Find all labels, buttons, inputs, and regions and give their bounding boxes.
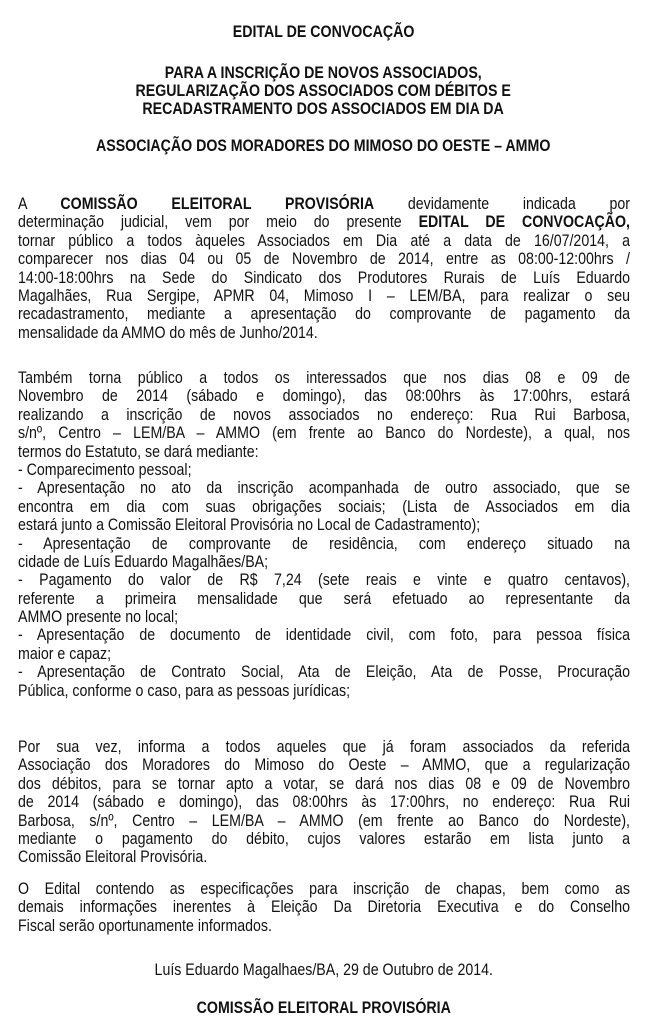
association-name bbox=[0, 137, 647, 155]
text: 14:00-18:00hrs na Sede do Sindicato dos Produtores Rurais de Luís Eduardo bbox=[18, 268, 630, 287]
text: referente a primeira mensalidade que será efetuado ao representante da bbox=[18, 589, 630, 608]
document-title bbox=[0, 23, 647, 41]
paragraph-line bbox=[18, 898, 630, 916]
text: devidamente indicada por bbox=[407, 195, 630, 213]
text: - Apresentação de Contrato Social, Ata de Eleição, Ata de Posse, Procuração bbox=[18, 663, 630, 682]
text: Novembro de 2014 (sábado e domingo), das 08:00hrs às 17:00hrs, estará bbox=[18, 387, 630, 406]
text: encontra em dia com suas obrigações sociais; (Lista de Associados em dia bbox=[18, 497, 630, 516]
bold-edital-name: EDITAL DE CONVOCAÇÃO, bbox=[418, 213, 631, 232]
subtitle-line-2 bbox=[0, 82, 647, 100]
bold-commission-name: COMISSÃO ELEITORAL PROVISÓRIA bbox=[60, 195, 375, 213]
text: mensalidade da AMMO do mês de Junho/2014. bbox=[18, 323, 318, 342]
paragraph-line bbox=[18, 269, 630, 287]
paragraph-line bbox=[18, 369, 630, 387]
requirement-item bbox=[18, 571, 630, 589]
text: cidade de Luís Eduardo Magalhães/BA; bbox=[18, 552, 269, 571]
requirement-item-cont bbox=[18, 553, 630, 571]
document-title-text: EDITAL DE CONVOCAÇÃO bbox=[232, 23, 415, 41]
paragraph-line bbox=[18, 232, 630, 250]
text: determinação judicial, vem por meio do presente bbox=[18, 213, 402, 232]
text: Barbosa, s/nº, Centro – LEM/BA – AMMO (em frente ao Banco do Nordeste), bbox=[18, 811, 630, 830]
paragraph-line bbox=[18, 793, 630, 811]
text: Comissão Eleitoral Provisória. bbox=[18, 848, 208, 867]
paragraph-recadastramento bbox=[18, 195, 630, 342]
requirement-item bbox=[18, 663, 630, 681]
paragraph-closing-info bbox=[18, 880, 630, 935]
place-and-date bbox=[0, 961, 647, 979]
text: Magalhães, Rua Sergipe, APMR 04, Mimoso I – LEM/BA, para realizar o seu bbox=[18, 286, 630, 305]
requirement-item bbox=[18, 461, 630, 479]
requirement-item-cont bbox=[18, 682, 630, 700]
paragraph-line bbox=[18, 195, 630, 213]
paragraph-line bbox=[18, 424, 630, 442]
paragraph-line bbox=[18, 305, 630, 323]
text: Associação dos Moradores do Mimoso do Oeste – AMMO, que a regularização bbox=[18, 756, 630, 775]
paragraph-line bbox=[18, 738, 630, 756]
subtitle-line-1 bbox=[0, 64, 647, 82]
text: s/nº, Centro – LEM/BA – AMMO (em frente ao Banco do Nordeste), a qual, nos bbox=[18, 424, 630, 443]
requirement-item-cont bbox=[18, 516, 630, 534]
text: - Apresentação de comprovante de residência, com endereço situado na bbox=[18, 534, 630, 553]
text: maior e capaz; bbox=[18, 644, 112, 663]
signature-text: COMISSÃO ELEITORAL PROVISÓRIA bbox=[196, 999, 451, 1017]
paragraph-line bbox=[18, 830, 630, 848]
association-name-text: ASSOCIAÇÃO DOS MORADORES DO MIMOSO DO OESTE – AMMO bbox=[96, 137, 551, 155]
text: realizando a inscrição de novos associados no endereço: Rua Rui Barbosa, bbox=[18, 405, 630, 424]
requirement-item-cont bbox=[18, 645, 630, 663]
text: - Comparecimento pessoal; bbox=[18, 460, 192, 479]
paragraph-line bbox=[18, 848, 630, 866]
text: termos do Estatuto, se dará mediante: bbox=[18, 442, 259, 461]
paragraph-line bbox=[18, 812, 630, 830]
text: - Pagamento do valor de R$ 7,24 (sete reais e vinte e quatro centavos), bbox=[18, 571, 630, 590]
text: O Edital contendo as especificações para inscrição de chapas, bem como as bbox=[18, 880, 630, 898]
paragraph-line bbox=[18, 756, 630, 774]
requirement-item-cont bbox=[18, 498, 630, 516]
paragraph-line bbox=[18, 880, 630, 898]
subtitle-text-3: RECADASTRAMENTO DOS ASSOCIADOS EM DIA DA bbox=[142, 100, 505, 118]
paragraph-line bbox=[18, 443, 630, 461]
subtitle-line-3 bbox=[0, 100, 647, 118]
text: Também torna público a todos os interessados que nos dias 08 e 09 de bbox=[18, 369, 630, 387]
text: AMMO presente no local; bbox=[18, 608, 179, 627]
text: Por sua vez, informa a todos aqueles que já foram associados da referida bbox=[18, 738, 630, 756]
subtitle-text-1: PARA A INSCRIÇÃO DE NOVOS ASSOCIADOS, bbox=[165, 64, 482, 82]
paragraph-line bbox=[18, 324, 630, 342]
requirement-item bbox=[18, 479, 630, 497]
text: Pública, conforme o caso, para as pessoas jurídicas; bbox=[18, 681, 351, 700]
text: Fiscal serão oportunamente informados. bbox=[18, 916, 272, 935]
paragraph-new-members bbox=[18, 369, 630, 700]
paragraph-line bbox=[18, 287, 630, 305]
text: - Apresentação no ato da inscrição acompanhada de outro associado, que se bbox=[18, 479, 630, 498]
text: estará junto a Comissão Eleitoral Provisória no Local de Cadastramento); bbox=[18, 516, 481, 535]
text: comparecer nos dias 04 ou 05 de Novembro de 2014, entre as 08:00-12:00hrs / bbox=[18, 250, 630, 269]
text: demais informações inerentes à Eleição Da Diretoria Executiva e do Conselho bbox=[18, 898, 630, 917]
paragraph-line bbox=[18, 917, 630, 935]
paragraph-line bbox=[18, 250, 630, 268]
text: dos débitos, para se tornar apto a votar, se dará nos dias 08 e 09 de Novembro bbox=[18, 774, 630, 793]
requirement-item bbox=[18, 626, 630, 644]
paragraph-line bbox=[18, 387, 630, 405]
place-and-date-text: Luís Eduardo Magalhaes/BA, 29 de Outubro de 2014. bbox=[154, 961, 493, 979]
subtitle-text-2: REGULARIZAÇÃO DOS ASSOCIADOS COM DÉBITOS E bbox=[135, 82, 512, 100]
requirement-item bbox=[18, 535, 630, 553]
text: de 2014 (sábado e domingo), das 08:00hrs às 17:00hrs, no endereço: Rua Rui bbox=[18, 793, 630, 812]
text: recadastramento, mediante a apresentação do comprovante de pagamento da bbox=[18, 305, 630, 324]
text: A bbox=[18, 195, 27, 213]
paragraph-debt-regularization bbox=[18, 738, 630, 867]
paragraph-line bbox=[18, 775, 630, 793]
paragraph-line bbox=[18, 213, 630, 231]
paragraph-line bbox=[18, 406, 630, 424]
signature-commission bbox=[0, 999, 647, 1017]
text: mediante o pagamento do débito, cujos valores estarão em lista junto a bbox=[18, 829, 630, 848]
requirement-item-cont bbox=[18, 608, 630, 626]
text: - Apresentação de documento de identidade civil, com foto, para pessoa física bbox=[18, 626, 630, 645]
requirement-item-cont bbox=[18, 590, 630, 608]
text: tornar público a todos àqueles Associados em Dia até a data de 16/07/2014, a bbox=[18, 231, 630, 250]
